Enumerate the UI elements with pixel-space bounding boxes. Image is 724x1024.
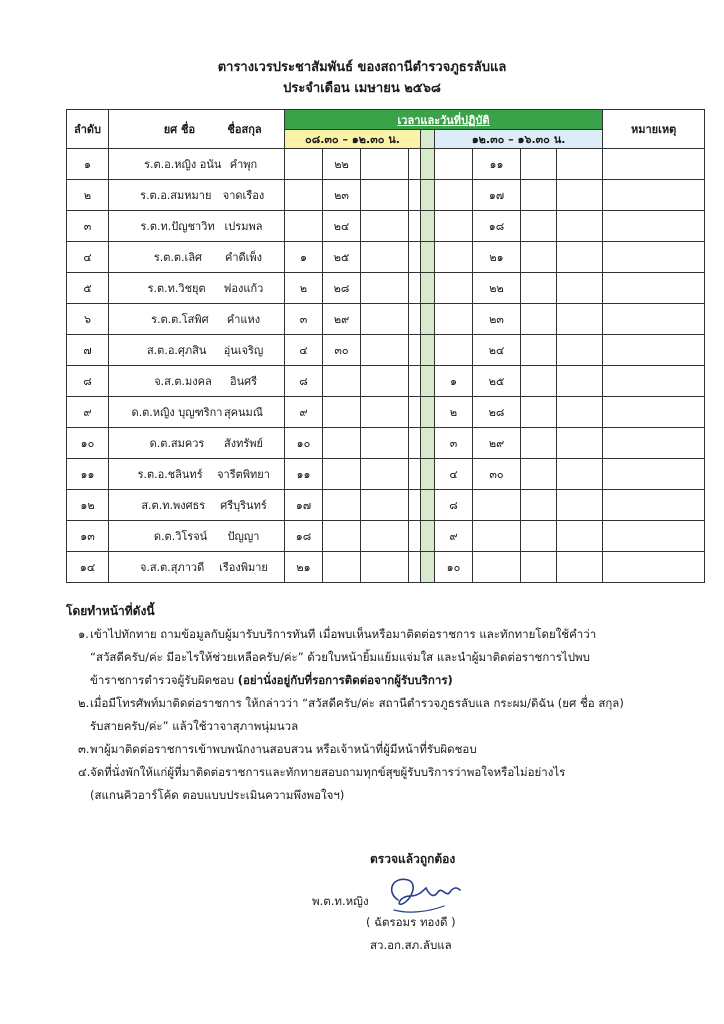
- duty-number: ๔.: [78, 765, 91, 779]
- afternoon-day-b: ๒๓: [473, 304, 521, 335]
- duty-text: จัดที่นั่งพักให้แก่ผู้ที่มาติดต่อราชการและทักทายสอบถามทุกข์สุขผู้รับบริการว่าพอใจหรือไม่อย่างไร: [90, 765, 566, 779]
- afternoon-blank: [521, 211, 557, 242]
- morning-blank: [361, 490, 409, 521]
- afternoon-day-b: ๑๗: [473, 180, 521, 211]
- row-number: ๗: [67, 335, 109, 366]
- afternoon-blank: [521, 273, 557, 304]
- table-row: [67, 211, 705, 242]
- person-rank-firstname: ด.ต.วิโรจน์: [153, 530, 208, 543]
- morning-blank: [409, 521, 421, 552]
- gap-cell: [421, 180, 435, 211]
- duty-text: พาผู้มาติดต่อราชการเข้าพบพนักงานสอบสวน หรือเจ้าหน้าที่ผู้มีหน้าที่รับผิดชอบ: [90, 742, 477, 756]
- table-row: [67, 366, 705, 397]
- table-row: [67, 304, 705, 335]
- morning-day-a: ๒: [285, 273, 323, 304]
- gap-cell: [421, 397, 435, 428]
- remark-cell: [603, 273, 705, 304]
- row-number: ๖: [67, 304, 109, 335]
- afternoon-day-a: [435, 180, 473, 211]
- person-surname: ฟองแก้ว: [223, 282, 264, 295]
- person-surname: อินศรี: [229, 375, 258, 388]
- morning-day-a: ๔: [285, 335, 323, 366]
- morning-blank: [361, 304, 409, 335]
- table-row: [67, 521, 705, 552]
- morning-day-a: ๑๑: [285, 459, 323, 490]
- morning-blank: [409, 428, 421, 459]
- row-number: ๙: [67, 397, 109, 428]
- person-surname: จาดเรือง: [222, 189, 265, 202]
- morning-blank: [361, 521, 409, 552]
- morning-day-a: ๑๘: [285, 521, 323, 552]
- person-name: [109, 335, 285, 366]
- morning-day-a: [285, 180, 323, 211]
- morning-blank: [409, 304, 421, 335]
- remark-cell: [603, 490, 705, 521]
- person-rank-firstname: ส.ต.อ.ศุภสิน: [146, 344, 207, 357]
- person-rank-firstname: ร.ต.อ.ชลินทร์: [137, 468, 203, 481]
- col-header-surname: ชื่อสกุล: [227, 123, 262, 136]
- morning-blank: [409, 180, 421, 211]
- gap-cell: [421, 304, 435, 335]
- afternoon-day-b: ๒๑: [473, 242, 521, 273]
- page-subtitle: ประจำเดือน เมษายน ๒๕๖๘: [283, 81, 441, 96]
- row-number: ๑๔: [67, 552, 109, 583]
- person-rank-firstname: ด.ต.สมควร: [149, 437, 205, 450]
- morning-day-b: [323, 397, 361, 428]
- afternoon-blank: [557, 397, 603, 428]
- morning-day-a: ๑๗: [285, 490, 323, 521]
- morning-blank: [409, 273, 421, 304]
- duty-text: (สแกนคิวอาร์โค้ด ตอบแบบประเมินความพึงพอใจฯ): [90, 788, 345, 802]
- afternoon-blank: [557, 211, 603, 242]
- table-row: [67, 428, 705, 459]
- person-rank-firstname: ร.ต.อ.หญิง อนัน: [144, 158, 222, 171]
- morning-day-a: ๓: [285, 304, 323, 335]
- afternoon-day-b: [473, 490, 521, 521]
- morning-blank: [409, 552, 421, 583]
- morning-blank: [409, 397, 421, 428]
- morning-blank: [361, 459, 409, 490]
- afternoon-blank: [557, 149, 603, 180]
- afternoon-blank: [557, 335, 603, 366]
- duty-item-4: [66, 761, 706, 807]
- afternoon-blank: [521, 490, 557, 521]
- row-number: ๑๑: [67, 459, 109, 490]
- col-header-rank-name: ยศ ชื่อ: [163, 123, 196, 136]
- person-surname: ปัญญา: [227, 530, 260, 543]
- person-surname: คำแหง: [226, 313, 261, 326]
- afternoon-blank: [521, 521, 557, 552]
- duty-text-plain: ข้าราชการตำรวจผู้รับผิดชอบ: [90, 673, 235, 687]
- afternoon-day-a: ๔: [435, 459, 473, 490]
- afternoon-day-b: ๓๐: [473, 459, 521, 490]
- afternoon-blank: [557, 428, 603, 459]
- gap-cell: [421, 149, 435, 180]
- morning-blank: [409, 490, 421, 521]
- afternoon-blank: [521, 366, 557, 397]
- person-rank-firstname: ร.ต.ท.วิชยุต: [147, 282, 206, 295]
- afternoon-day-a: ๒: [435, 397, 473, 428]
- morning-blank: [361, 180, 409, 211]
- morning-day-a: [285, 211, 323, 242]
- remark-cell: [603, 459, 705, 490]
- duty-text: [90, 669, 706, 692]
- table-row: [67, 459, 705, 490]
- afternoon-day-a: [435, 335, 473, 366]
- person-name: [109, 211, 285, 242]
- gap-cell: [421, 130, 435, 149]
- col-header-name: [109, 110, 285, 149]
- col-header-afternoon: ๑๒.๓๐ – ๑๖.๓๐ น.: [435, 130, 603, 149]
- morning-day-b: [323, 459, 361, 490]
- duty-text: รับสายครับ/ค่ะ” แล้วใช้วาจาสุภาพนุ่มนวล: [90, 719, 299, 733]
- duty-text: “สวัสดีครับ/ค่ะ มีอะไรให้ช่วยเหลือครับ/ค่ะ” ด้วยใบหน้ายิ้มแย้มแจ่มใส และนำผู้มาติดต่อราชการไปพบ: [90, 650, 590, 664]
- afternoon-blank: [557, 273, 603, 304]
- afternoon-day-b: ๒๙: [473, 428, 521, 459]
- table-row: [67, 149, 705, 180]
- afternoon-day-a: [435, 273, 473, 304]
- morning-day-b: ๒๘: [323, 273, 361, 304]
- afternoon-day-b: ๒๕: [473, 366, 521, 397]
- afternoon-day-b: ๒๒: [473, 273, 521, 304]
- person-rank-firstname: จ.ส.ต.สุภาวดี: [139, 561, 205, 574]
- person-surname: สุคนมณี: [223, 406, 264, 419]
- remark-cell: [603, 242, 705, 273]
- morning-day-a: ๘: [285, 366, 323, 397]
- table-row: [67, 273, 705, 304]
- afternoon-blank: [557, 552, 603, 583]
- gap-cell: [421, 211, 435, 242]
- person-surname: จารีตพิทยา: [217, 468, 270, 481]
- afternoon-blank: [557, 366, 603, 397]
- morning-blank: [361, 397, 409, 428]
- person-rank-firstname: ส.ต.ท.พงศธร: [141, 499, 206, 512]
- remark-cell: [603, 149, 705, 180]
- table-row: [67, 242, 705, 273]
- gap-cell: [421, 428, 435, 459]
- person-rank-firstname: ร.ต.ต.โสพิศ: [151, 313, 209, 326]
- row-number: ๑๓: [67, 521, 109, 552]
- person-rank-firstname: ร.ต.อ.สมหมาย: [140, 189, 212, 202]
- person-rank-firstname: จ.ส.ต.มงคล: [154, 375, 212, 388]
- afternoon-day-a: ๘: [435, 490, 473, 521]
- morning-day-a: ๙: [285, 397, 323, 428]
- morning-day-b: ๒๓: [323, 180, 361, 211]
- person-surname: สังทรัพย์: [224, 437, 263, 450]
- afternoon-day-a: [435, 304, 473, 335]
- afternoon-day-a: ๓: [435, 428, 473, 459]
- duty-schedule-table: [66, 109, 705, 583]
- morning-blank: [361, 335, 409, 366]
- remark-cell: [603, 335, 705, 366]
- person-surname: เรืองพิมาย: [219, 561, 268, 574]
- gap-cell: [421, 459, 435, 490]
- duty-text: เข้าไปทักทาย ถามข้อมูลกับผู้มารับบริการทันที เมื่อพบเห็นหรือมาติดต่อราชการ และทักทายโดยใช้คำว่า: [90, 627, 597, 641]
- row-number: ๑๐: [67, 428, 109, 459]
- afternoon-day-b: ๒๔: [473, 335, 521, 366]
- morning-day-b: [323, 552, 361, 583]
- morning-day-b: ๒๒: [323, 149, 361, 180]
- afternoon-day-a: ๑: [435, 366, 473, 397]
- afternoon-day-a: ๑๐: [435, 552, 473, 583]
- duties-heading: โดยทำหน้าที่ดังนี้: [66, 604, 155, 618]
- afternoon-day-b: ๑๑: [473, 149, 521, 180]
- afternoon-blank: [521, 552, 557, 583]
- afternoon-day-a: [435, 149, 473, 180]
- afternoon-blank: [557, 180, 603, 211]
- morning-day-b: ๒๕: [323, 242, 361, 273]
- morning-day-a: ๑๐: [285, 428, 323, 459]
- signer-position: สว.อก.สภ.ลับแล: [370, 938, 452, 952]
- morning-blank: [409, 459, 421, 490]
- person-surname: คำพุก: [229, 158, 258, 171]
- verified-label: ตรวจแล้วถูกต้อง: [370, 852, 456, 866]
- duty-number: ๒.: [78, 696, 90, 710]
- morning-day-b: ๒๔: [323, 211, 361, 242]
- morning-blank: [361, 428, 409, 459]
- morning-day-b: ๓๐: [323, 335, 361, 366]
- duties-section: [66, 600, 706, 807]
- morning-day-b: [323, 428, 361, 459]
- person-rank-firstname: ด.ต.หญิง บุญฑริกา: [131, 406, 223, 419]
- afternoon-day-a: ๙: [435, 521, 473, 552]
- gap-cell: [421, 335, 435, 366]
- morning-blank: [409, 242, 421, 273]
- person-name: [109, 180, 285, 211]
- afternoon-day-b: [473, 552, 521, 583]
- remark-cell: [603, 366, 705, 397]
- afternoon-blank: [521, 428, 557, 459]
- col-header-time-group: เวลาและวันที่ปฏิบัติ: [285, 110, 603, 130]
- person-surname: เปรมพล: [224, 220, 263, 233]
- morning-day-a: ๑: [285, 242, 323, 273]
- afternoon-blank: [521, 304, 557, 335]
- morning-day-b: ๒๙: [323, 304, 361, 335]
- afternoon-day-a: [435, 242, 473, 273]
- morning-blank: [361, 552, 409, 583]
- col-header-remark: หมายเหตุ: [603, 110, 705, 149]
- duty-item-3: [66, 738, 706, 761]
- row-number: ๓: [67, 211, 109, 242]
- person-name: [109, 521, 285, 552]
- duty-number: ๑.: [78, 627, 89, 641]
- remark-cell: [603, 521, 705, 552]
- morning-day-b: [323, 521, 361, 552]
- gap-cell: [421, 521, 435, 552]
- person-surname: อุ่นเจริญ: [223, 344, 264, 357]
- morning-blank: [361, 273, 409, 304]
- afternoon-day-a: [435, 211, 473, 242]
- morning-blank: [409, 211, 421, 242]
- morning-day-b: [323, 366, 361, 397]
- afternoon-day-b: ๒๘: [473, 397, 521, 428]
- person-name: [109, 428, 285, 459]
- row-number: ๔: [67, 242, 109, 273]
- row-number: ๑๒: [67, 490, 109, 521]
- afternoon-day-b: [473, 521, 521, 552]
- afternoon-blank: [557, 490, 603, 521]
- afternoon-blank: [557, 242, 603, 273]
- afternoon-day-b: ๑๘: [473, 211, 521, 242]
- gap-cell: [421, 366, 435, 397]
- person-rank-firstname: ร.ต.ท.ปัญชาวิท: [140, 220, 215, 233]
- remark-cell: [603, 397, 705, 428]
- person-name: [109, 459, 285, 490]
- table-row: [67, 180, 705, 211]
- gap-cell: [421, 273, 435, 304]
- person-surname: คำดีเพ็ง: [224, 251, 263, 264]
- person-surname: ศรีบุรินทร์: [220, 499, 267, 512]
- afternoon-blank: [557, 521, 603, 552]
- morning-blank: [409, 335, 421, 366]
- person-rank-firstname: ร.ต.ต.เลิศ: [153, 251, 203, 264]
- remark-cell: [603, 304, 705, 335]
- morning-day-b: [323, 490, 361, 521]
- person-name: [109, 304, 285, 335]
- afternoon-blank: [521, 335, 557, 366]
- afternoon-blank: [521, 242, 557, 273]
- person-name: [109, 273, 285, 304]
- table-row: [67, 335, 705, 366]
- duty-number: ๓.: [78, 742, 90, 756]
- col-header-no: ลำดับ: [67, 110, 109, 149]
- gap-cell: [421, 490, 435, 521]
- morning-blank: [361, 366, 409, 397]
- morning-blank: [409, 366, 421, 397]
- morning-blank: [361, 149, 409, 180]
- gap-cell: [421, 242, 435, 273]
- remark-cell: [603, 552, 705, 583]
- table-row: [67, 490, 705, 521]
- page-title: ตารางเวรประชาสัมพันธ์ ของสถานีตำรวจภูธรลับแล: [217, 60, 507, 75]
- person-name: [109, 552, 285, 583]
- duty-text-bold: (อย่านั่งอยู่กับที่รอการติดต่อจากผู้รับบริการ): [237, 673, 453, 687]
- person-name: [109, 397, 285, 428]
- afternoon-blank: [521, 397, 557, 428]
- table-row: [67, 552, 705, 583]
- col-header-morning: ๐๘.๓๐ – ๑๒.๓๐ น.: [285, 130, 421, 149]
- person-name: [109, 366, 285, 397]
- afternoon-blank: [557, 304, 603, 335]
- morning-blank: [361, 242, 409, 273]
- person-name: [109, 490, 285, 521]
- afternoon-blank: [521, 180, 557, 211]
- duty-item-2: [66, 692, 706, 738]
- signer-name: ( ฉัตรอมร ทองดี ): [366, 915, 456, 929]
- person-name: [109, 149, 285, 180]
- row-number: ๕: [67, 273, 109, 304]
- morning-day-a: [285, 149, 323, 180]
- signature-image: [378, 870, 464, 920]
- row-number: ๘: [67, 366, 109, 397]
- table-row: [67, 397, 705, 428]
- morning-blank: [361, 211, 409, 242]
- remark-cell: [603, 180, 705, 211]
- signer-rank: พ.ต.ท.หญิง: [312, 894, 369, 908]
- morning-day-a: ๒๑: [285, 552, 323, 583]
- gap-cell: [421, 552, 435, 583]
- row-number: ๑: [67, 149, 109, 180]
- afternoon-blank: [521, 459, 557, 490]
- remark-cell: [603, 211, 705, 242]
- afternoon-blank: [521, 149, 557, 180]
- afternoon-blank: [557, 459, 603, 490]
- person-name: [109, 242, 285, 273]
- remark-cell: [603, 428, 705, 459]
- duty-text: เมื่อมีโทรศัพท์มาติดต่อราชการ ให้กล่าวว่า “สวัสดีครับ/ค่ะ สถานีตำรวจภูธรลับแล กระผม/ดิฉัน (ยศ ชื่อ สกุล): [90, 696, 624, 710]
- morning-blank: [409, 149, 421, 180]
- row-number: ๒: [67, 180, 109, 211]
- duty-item-1: [66, 623, 706, 692]
